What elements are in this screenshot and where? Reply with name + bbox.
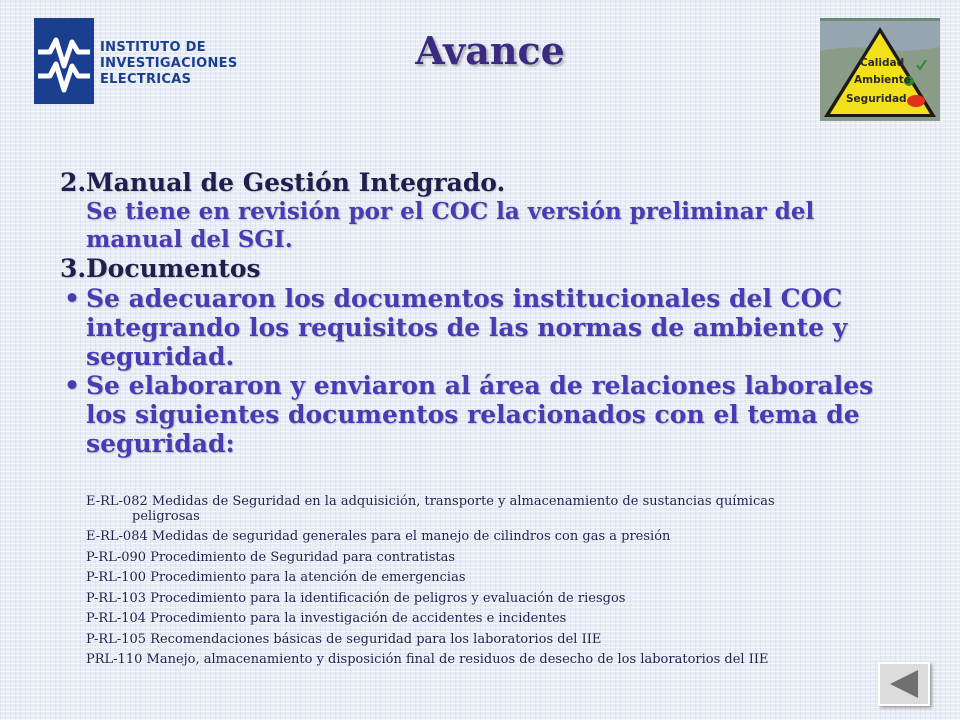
- document-title: Procedimiento para la investigación de accidentes e incidentes: [146, 611, 567, 626]
- bullet-line: Se elaboraron y enviaron al área de relaciones laborales: [86, 371, 874, 400]
- document-title: Procedimiento para la atención de emergencias: [146, 570, 466, 585]
- item-number: 2.: [60, 168, 87, 197]
- bullet-icon: •: [64, 284, 80, 313]
- document-list: [86, 492, 946, 671]
- bullet-icon: •: [64, 371, 80, 400]
- list-item: [60, 168, 940, 254]
- item-detail: manual del SGI.: [86, 226, 293, 253]
- document-code: P-RL-100: [86, 570, 147, 585]
- bullet-line: los siguientes documentos relacionados con el tema de: [86, 400, 860, 429]
- quality-environment-safety-badge: [820, 18, 940, 121]
- document-title: Manejo, almacenamiento y disposición final de residuos de desecho de los laboratorios del IIE: [142, 652, 769, 667]
- document-code: P-RL-104: [86, 611, 147, 626]
- document-code: E-RL-084: [86, 529, 148, 544]
- document-item: [86, 609, 946, 630]
- document-code: PRL-110: [86, 652, 143, 667]
- warning-triangle-icon: [820, 21, 940, 121]
- document-item: [86, 527, 946, 548]
- bullet-line: Se adecuaron los documentos institucionales del COC: [86, 284, 843, 313]
- bullet-line: seguridad:: [86, 429, 235, 458]
- previous-slide-button[interactable]: [878, 662, 930, 706]
- bullet-line: seguridad.: [86, 342, 235, 371]
- list-item: [60, 254, 940, 284]
- item-detail: Se tiene en revisión por el COC la versión preliminar del: [86, 198, 815, 225]
- bullet-item: [60, 371, 940, 458]
- item-heading: Documentos: [86, 254, 261, 283]
- document-code: E-RL-082: [86, 494, 148, 509]
- page-title: Avance: [415, 28, 565, 73]
- document-title: Recomendaciones básicas de seguridad para los laboratorios del IIE: [146, 631, 602, 647]
- document-code: P-RL-105: [86, 631, 147, 647]
- document-item: [86, 568, 946, 589]
- org-name-line: INSTITUTO DE: [100, 40, 206, 55]
- org-name-line: INVESTIGACIONES: [100, 56, 238, 71]
- document-item: [86, 548, 946, 569]
- document-item: [86, 630, 946, 651]
- triangle-left-icon: [880, 664, 928, 704]
- item-heading: Manual de Gestión Integrado.: [86, 168, 506, 197]
- badge-label-environment: Ambiente: [854, 74, 911, 86]
- document-title: Procedimiento de Seguridad para contratistas: [146, 549, 456, 565]
- org-name-line: ELECTRICAS: [100, 72, 192, 87]
- badge-label-quality: Calidad: [860, 57, 905, 69]
- document-item: [86, 650, 946, 671]
- bullet-line: integrando los requisitos de las normas de ambiente y: [86, 313, 848, 342]
- content-list: [60, 168, 940, 458]
- document-item: [86, 589, 946, 610]
- badge-label-safety: Seguridad: [846, 93, 907, 105]
- document-code: P-RL-090: [86, 549, 147, 565]
- document-item-continuation: peligrosas: [132, 508, 200, 524]
- item-number: 3.: [60, 254, 87, 283]
- document-title: Medidas de Seguridad en la adquisición, transporte y almacenamiento de sustancias químicas: [147, 494, 775, 509]
- bullet-item: [60, 284, 940, 371]
- document-title: Medidas de seguridad generales para el manejo de cilindros con gas a presión: [147, 529, 671, 544]
- document-code: P-RL-103: [86, 590, 147, 606]
- document-title: Procedimiento para la identificación de peligros y evaluación de riesgos: [146, 590, 626, 606]
